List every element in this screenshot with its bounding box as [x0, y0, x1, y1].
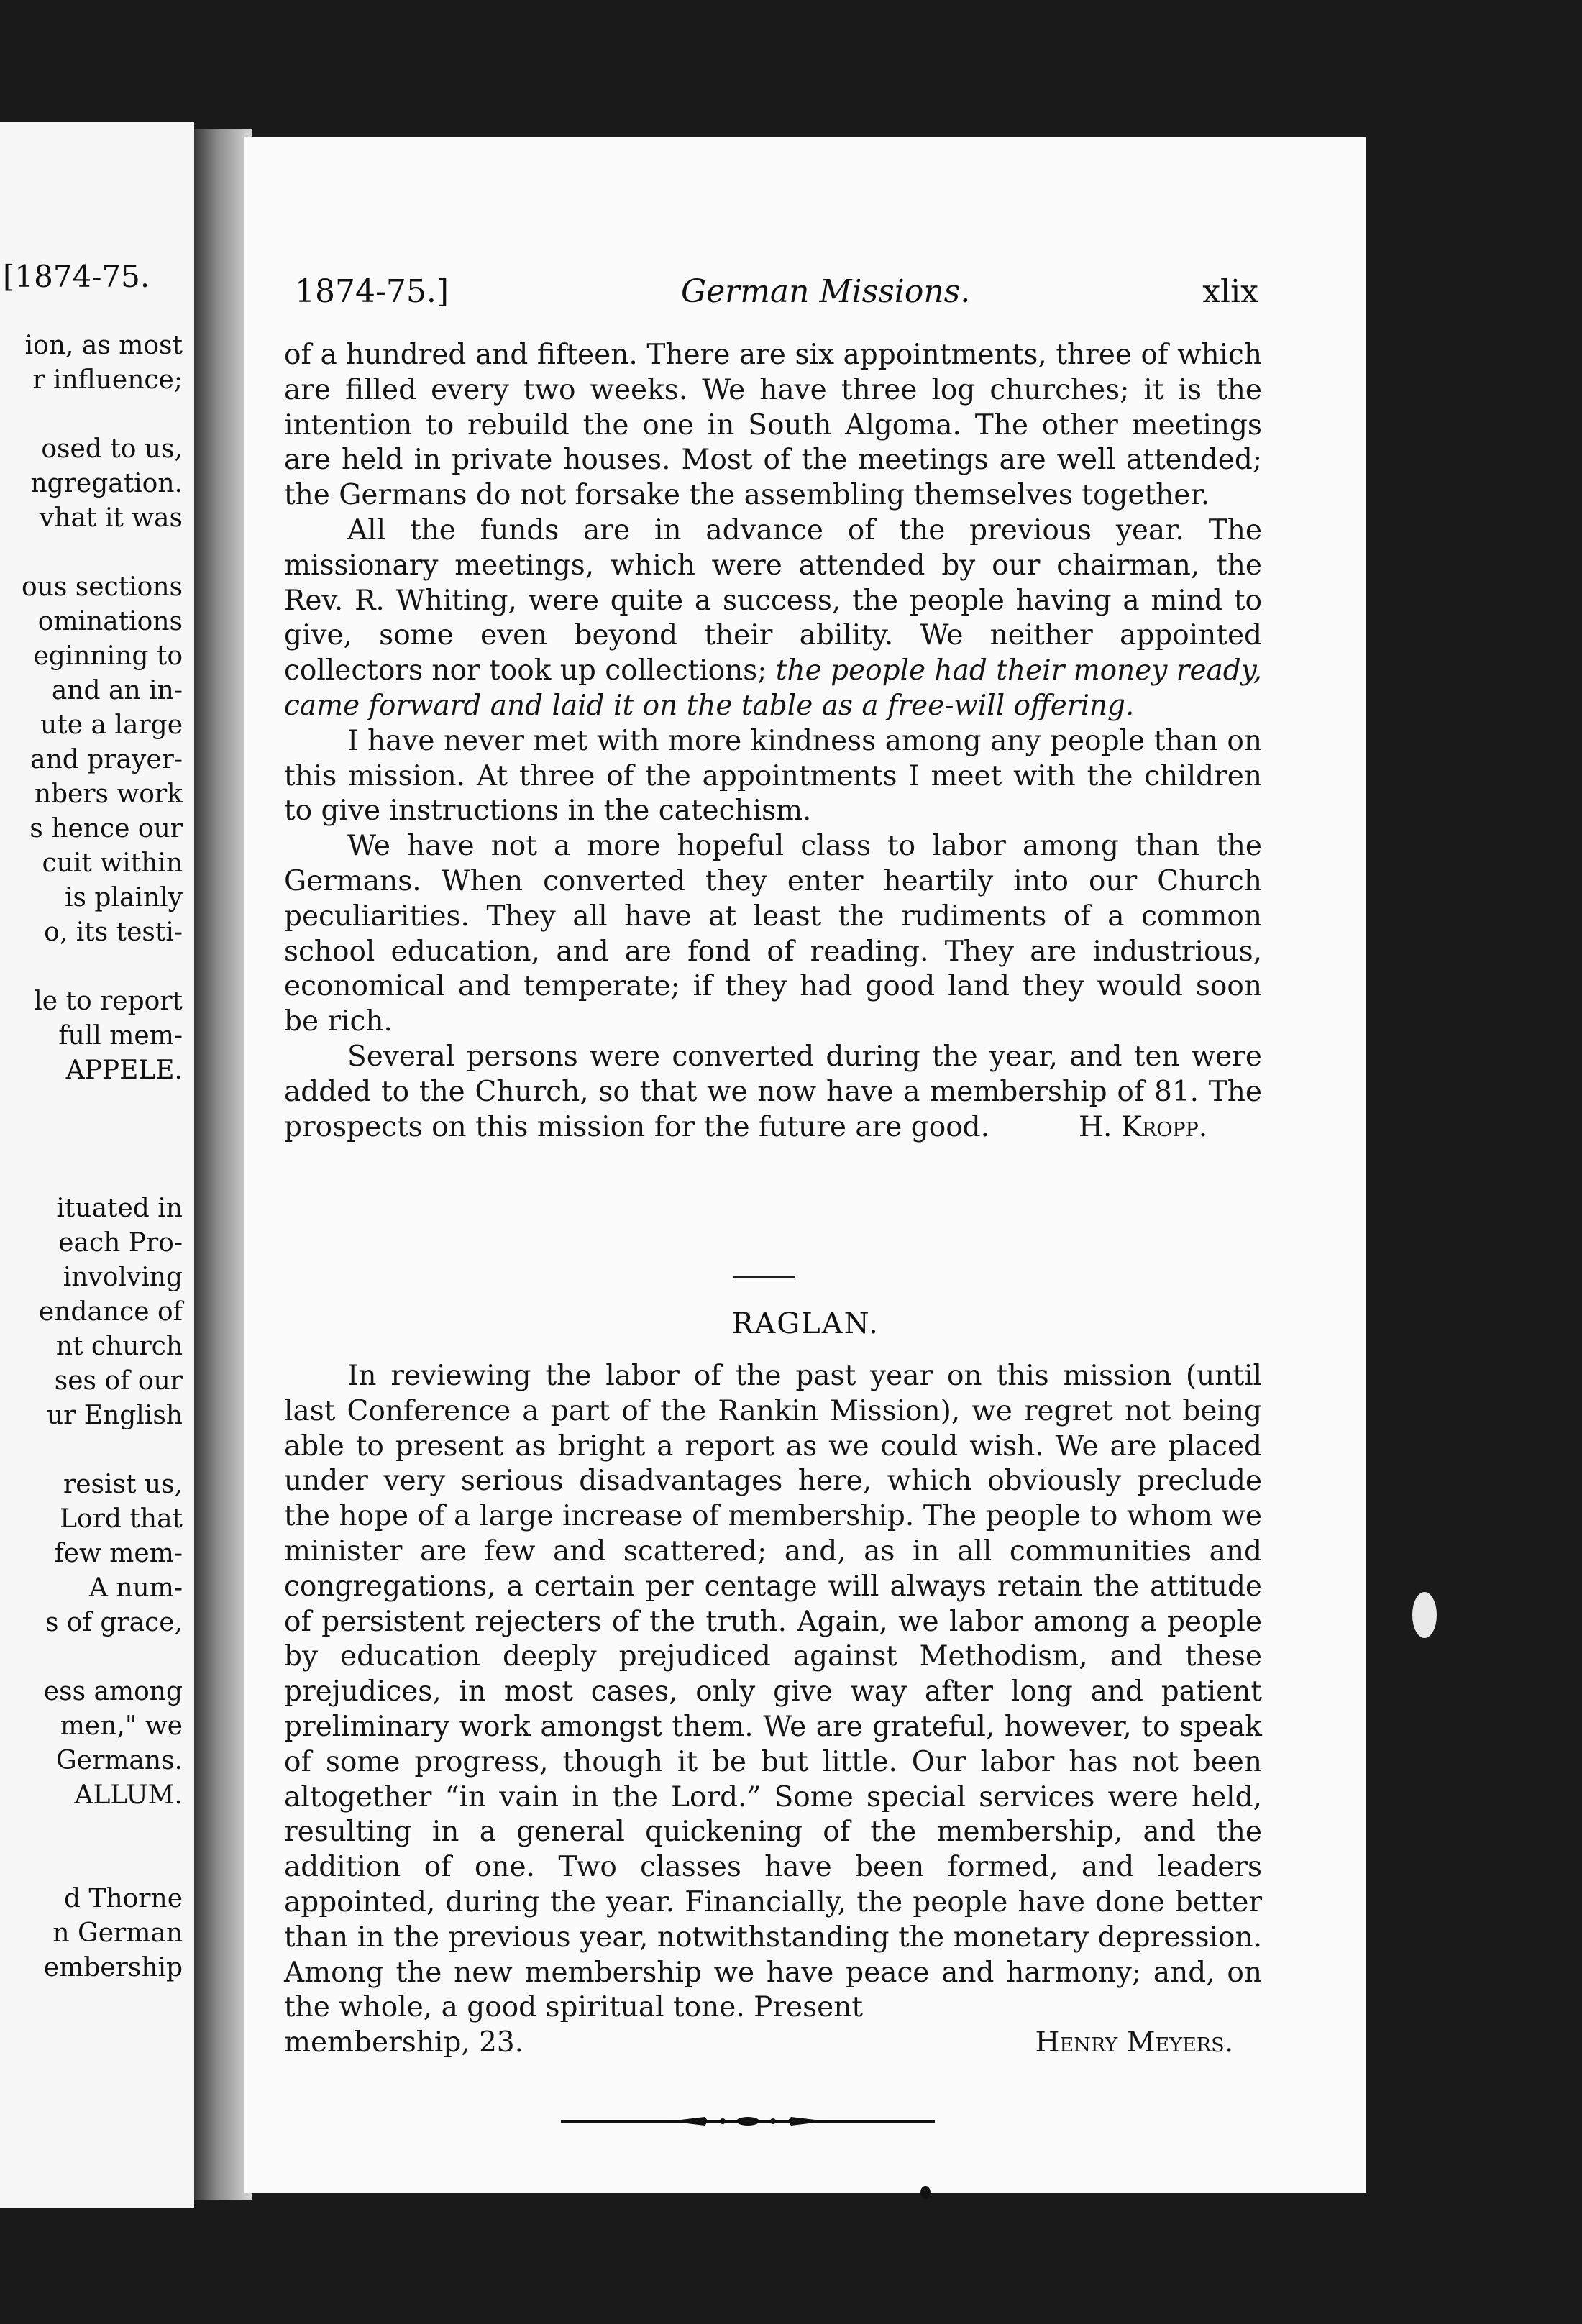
left-page-line: embership	[43, 1953, 183, 1982]
signature-meyers: Henry Meyers.	[1035, 2026, 1233, 2059]
header-year: 1874-75.]	[295, 273, 449, 310]
left-page-line: ses of our	[54, 1366, 183, 1396]
paragraph: All the funds are in advance of the previous year. The missionary meetings, which were attended by our chairman, the Rev. R. Whiting, were quite a success, the people having a mind to give, some even beyond their ability. We neither appointed collectors nor took up collections; the people had their money ready, came forward and laid it on the table as a free-will offering.	[284, 513, 1262, 722]
section-title-raglan: RAGLAN.	[731, 1307, 879, 1340]
left-page-line: few mem-	[54, 1539, 183, 1568]
left-page-line: ute a large	[40, 710, 183, 740]
header-title: German Missions.	[680, 273, 971, 310]
left-page-line: eginning to	[33, 641, 183, 671]
main-page	[244, 137, 1366, 2193]
left-page-line: nt church	[55, 1332, 183, 1361]
left-page-line: each Pro-	[58, 1228, 183, 1258]
left-page-line: Germans.	[56, 1746, 183, 1775]
raglan-report	[284, 1359, 1262, 2061]
left-page-line: ous sections	[21, 572, 183, 602]
left-page-header: [1874-75.	[3, 259, 150, 294]
left-page-line: ur English	[46, 1401, 183, 1430]
left-page-line: resist us,	[63, 1470, 183, 1499]
left-page-line: osed to us,	[41, 434, 183, 464]
left-page-line: men," we	[60, 1711, 183, 1741]
left-page-line: r influence;	[32, 365, 183, 395]
left-page-line: nbers work	[34, 779, 183, 809]
page-number: xlix	[1202, 273, 1258, 310]
left-page-line: Lord that	[60, 1504, 183, 1534]
paragraph: Several persons were converted during the year, and ten were added to the Church, so that we now have a membership of 81. The prospects on this mission for the future are good. H. Kropp.	[284, 1040, 1262, 1143]
left-page-line: ominations	[37, 607, 183, 636]
end-ornament	[561, 2107, 935, 2136]
left-page-line: and an in-	[51, 676, 183, 705]
book-gutter	[194, 129, 252, 2200]
closing-line	[284, 2026, 1262, 2061]
left-page-line: APPELE.	[65, 1056, 183, 1085]
left-page-line: and prayer-	[30, 745, 183, 774]
left-page-line: s of grace,	[45, 1608, 183, 1637]
adjacent-left-page	[0, 122, 194, 2208]
left-page-line: d Thorne	[63, 1884, 183, 1913]
left-page-line: full mem-	[58, 1021, 183, 1051]
membership-count: membership, 23.	[284, 2026, 524, 2059]
left-page-line: cuit within	[42, 848, 183, 878]
left-page-line: o, its testi-	[44, 918, 183, 947]
left-page-line: n German	[52, 1918, 183, 1948]
left-page-line: ituated in	[56, 1194, 183, 1223]
paragraph: I have never met with more kindness among any people than on this mission. At three of the appointments I meet with the children to give instructions in the catechism.	[284, 724, 1262, 828]
paper-blemish	[1412, 1592, 1437, 1638]
left-page-line: is plainly	[64, 883, 183, 912]
left-page-line: endance of	[38, 1297, 183, 1327]
italic-clause: the people had their money ready, came forward and laid it on the table as a free-will offering.	[284, 654, 1262, 722]
kropp-report	[284, 338, 1262, 1145]
left-page-line: ALLUM.	[74, 1780, 183, 1810]
paragraph: In reviewing the labor of the past year on this mission (until last Conference a part of the Rankin Mission), we regret not being able to present as bright a report as we could wish. We are placed under very serious disadvantages here, which obviously preclude the hope of a large increase of membership. The people to whom we minister are few and scattered; and, as in all communities and congregations, a certain per centage will always retain the attitude of persistent rejecters of the truth. Again, we labor among a people by education deeply prejudiced against Methodism, and these prejudices, in most cases, only give way after long and patient preliminary work amongst them. We are grateful, however, to speak of some progress, though it be but little. Our labor has not been altogether “in vain in the Lord.” Some special services were held, resulting in a general quickening of the membership, and the addition of one. Two classes have been formed, and leaders appointed, during the year. Financially, the people have done better than in the previous year, notwithstanding the monetary depression. Among the new membership we have peace and harmony; and, on the whole, a good spiritual tone. Present	[284, 1360, 1262, 2024]
left-page-line: A num-	[88, 1573, 183, 1603]
left-page-line: ess among	[43, 1677, 183, 1706]
left-page-line: vhat it was	[39, 503, 183, 533]
paragraph: of a hundred and fifteen. There are six appointments, three of which are filled every two weeks. We have three log churches; it is the intention to rebuild the one in South Algoma. The other meetings are held in private houses. Most of the meetings are well attended; the Germans do not forsake the assembling themselves together.	[284, 339, 1262, 512]
left-page-line: involving	[63, 1263, 183, 1292]
left-page-line: le to report	[34, 987, 183, 1016]
section-divider	[733, 1276, 795, 1278]
left-page-line: ngregation.	[30, 469, 183, 498]
signature-kropp: H. Kropp.	[1079, 1110, 1208, 1143]
left-page-line: s hence our	[29, 814, 183, 843]
left-page-line: ion, as most	[24, 331, 183, 360]
running-header	[295, 273, 1258, 310]
ink-dot	[920, 2186, 931, 2199]
paragraph: We have not a more hopeful class to labor among than the Germans. When converted they enter heartily into our Church peculiarities. They all have at least the rudiments of a common school education, and are fond of reading. They are industrious, economical and temperate; if they had good land they would soon be rich.	[284, 830, 1262, 1038]
